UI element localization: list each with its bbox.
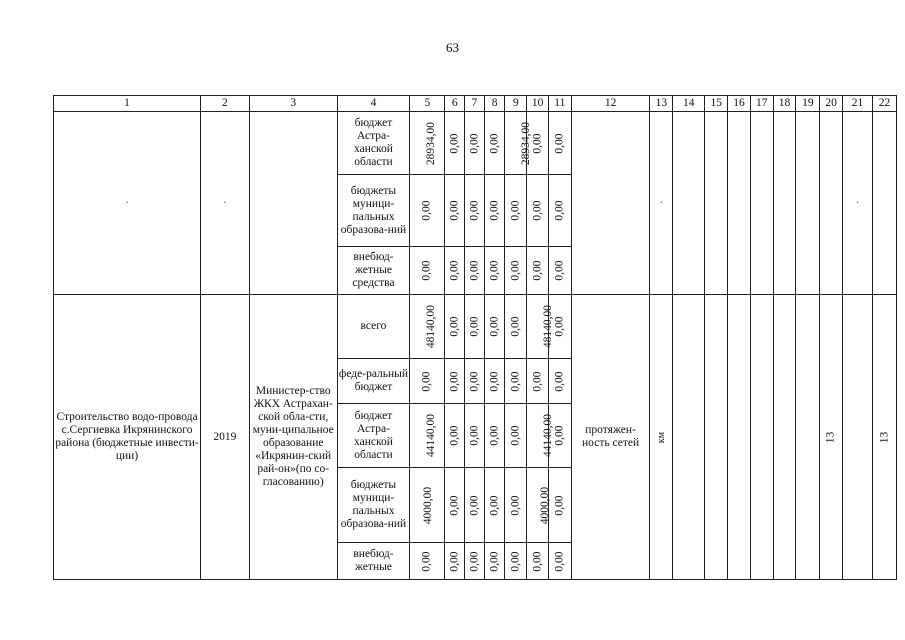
value-cell: 0,00 — [445, 404, 465, 468]
value-cell: 4000,00 — [527, 468, 549, 543]
empty-cell: · — [843, 112, 873, 295]
empty-cell — [843, 295, 873, 580]
col-header: 13 — [650, 96, 673, 112]
col-header: 21 — [843, 96, 873, 112]
value-cell: 0,00 — [410, 247, 445, 295]
value-cell: 0,00 — [445, 295, 465, 359]
value-cell: 0,00 — [484, 247, 505, 295]
empty-cell — [705, 112, 728, 295]
col-header: 14 — [673, 96, 705, 112]
value-cell: 0,00 — [410, 543, 445, 580]
empty-cell — [820, 112, 843, 295]
value-cell: 0,00 — [527, 112, 549, 175]
empty-cell — [796, 295, 820, 580]
col-header: 6 — [445, 96, 465, 112]
value-cell: 0,00 — [465, 468, 485, 543]
value-cell: 0,00 — [484, 404, 505, 468]
value-cell: 0,00 — [445, 359, 465, 404]
value-cell: 0,00 — [548, 543, 571, 580]
page-number: 63 — [446, 40, 459, 55]
value-cell: 48140,00 — [410, 295, 445, 359]
value-cell: 0,00 — [465, 175, 485, 247]
value-cell: 0,00 — [445, 247, 465, 295]
value-cell: 0,00 — [465, 359, 485, 404]
value-cell: 0,00 — [548, 175, 571, 247]
col-header: 7 — [465, 96, 485, 112]
value-cell: 0,00 — [445, 175, 465, 247]
value-cell: 28934,00 — [410, 112, 445, 175]
value-cell: 0,00 — [445, 543, 465, 580]
col-header: 5 — [410, 96, 445, 112]
target-value-col20: 13 — [820, 295, 843, 580]
col-header: 19 — [796, 96, 820, 112]
funding-source: внебюд-жетные средства — [337, 247, 409, 295]
value-cell: 0,00 — [484, 468, 505, 543]
funding-source: внебюд-жетные — [337, 543, 409, 580]
value-cell: 0,00 — [465, 404, 485, 468]
empty-cell — [773, 112, 796, 295]
value-cell: 0,00 — [527, 247, 549, 295]
value-cell: 0,00 — [527, 175, 549, 247]
funding-source: феде-ральный бюджет — [337, 359, 409, 404]
funding-source: бюджеты муници-пальных образова-ний — [337, 175, 409, 247]
funding-source: бюджет Астра-ханской области — [337, 112, 409, 175]
col-header: 20 — [820, 96, 843, 112]
col-header: 10 — [527, 96, 549, 112]
empty-cell — [750, 112, 773, 295]
value-cell: 0,00 — [505, 543, 527, 580]
value-cell: 0,00 — [465, 543, 485, 580]
year-cell-continued: · — [201, 112, 250, 295]
col-header: 3 — [249, 96, 337, 112]
value-cell: 0,00 — [484, 295, 505, 359]
project-cell-continued: · — [54, 112, 201, 295]
unit-cell-continued: · — [650, 112, 673, 295]
value-cell: 0,00 — [484, 112, 505, 175]
empty-cell — [673, 295, 705, 580]
value-cell: 0,00 — [505, 175, 527, 247]
value-cell: 28934,00 — [505, 112, 527, 175]
empty-cell — [796, 112, 820, 295]
col-header: 11 — [548, 96, 571, 112]
value-cell: 0,00 — [465, 247, 485, 295]
value-cell: 48140,00 — [527, 295, 549, 359]
col-header: 17 — [750, 96, 773, 112]
value-cell: 0,00 — [505, 404, 527, 468]
value-cell: 0,00 — [410, 359, 445, 404]
project-year: 2019 — [201, 295, 250, 580]
value-cell: 0,00 — [527, 359, 549, 404]
value-cell: 0,00 — [445, 468, 465, 543]
value-cell: 0,00 — [548, 112, 571, 175]
col-header: 1 — [54, 96, 201, 112]
value-cell: 0,00 — [548, 247, 571, 295]
value-cell: 0,00 — [465, 112, 485, 175]
col-header: 4 — [337, 96, 409, 112]
value-cell: 4000,00 — [410, 468, 445, 543]
indicator-cell-continued — [571, 112, 650, 295]
col-header: 15 — [705, 96, 728, 112]
table-row — [54, 295, 897, 359]
value-cell: 0,00 — [505, 359, 527, 404]
col-header: 2 — [201, 96, 250, 112]
project-name: Строительство водо-провода с.Сергиевка Икрянинского района (бюджетные инвести-ции) — [54, 295, 201, 580]
value-cell: 0,00 — [410, 175, 445, 247]
table-row — [54, 112, 897, 175]
column-number-row — [54, 96, 897, 112]
col-header: 16 — [728, 96, 751, 112]
empty-cell — [773, 295, 796, 580]
empty-cell — [673, 112, 705, 295]
col-header: 18 — [773, 96, 796, 112]
funding-source: бюджеты муници-пальных образова-ний — [337, 468, 409, 543]
unit-cell: км — [650, 295, 673, 580]
value-cell: 0,00 — [527, 543, 549, 580]
value-cell: 0,00 — [548, 359, 571, 404]
value-cell: 0,00 — [445, 112, 465, 175]
value-cell: 44140,00 — [410, 404, 445, 468]
target-value-col22: 13 — [873, 295, 897, 580]
value-cell: 0,00 — [548, 295, 571, 359]
value-cell: 0,00 — [505, 468, 527, 543]
funding-source: бюджет Астра-ханской области — [337, 404, 409, 468]
value-cell: 0,00 — [484, 175, 505, 247]
empty-cell — [728, 112, 751, 295]
value-cell: 0,00 — [505, 295, 527, 359]
executor-cell-continued — [249, 112, 337, 295]
value-cell: 0,00 — [484, 359, 505, 404]
empty-cell — [750, 295, 773, 580]
value-cell: 0,00 — [465, 295, 485, 359]
funding-source: всего — [337, 295, 409, 359]
col-header: 22 — [873, 96, 897, 112]
empty-cell — [705, 295, 728, 580]
indicator-name: протяжен-ность сетей — [571, 295, 650, 580]
empty-cell — [873, 112, 897, 295]
project-executor: Министер-ство ЖКХ Астрахан-ской обла-сти, муни-ципальное образование «Икрянин-ский рай-он»(по со-гласованию) — [249, 295, 337, 580]
col-header: 9 — [505, 96, 527, 112]
value-cell: 0,00 — [505, 247, 527, 295]
value-cell: 0,00 — [484, 543, 505, 580]
col-header: 12 — [571, 96, 650, 112]
value-cell: 0,00 — [548, 468, 571, 543]
program-table — [53, 95, 897, 580]
value-cell: 0,00 — [548, 404, 571, 468]
empty-cell — [728, 295, 751, 580]
col-header: 8 — [484, 96, 505, 112]
value-cell: 44140,00 — [527, 404, 549, 468]
